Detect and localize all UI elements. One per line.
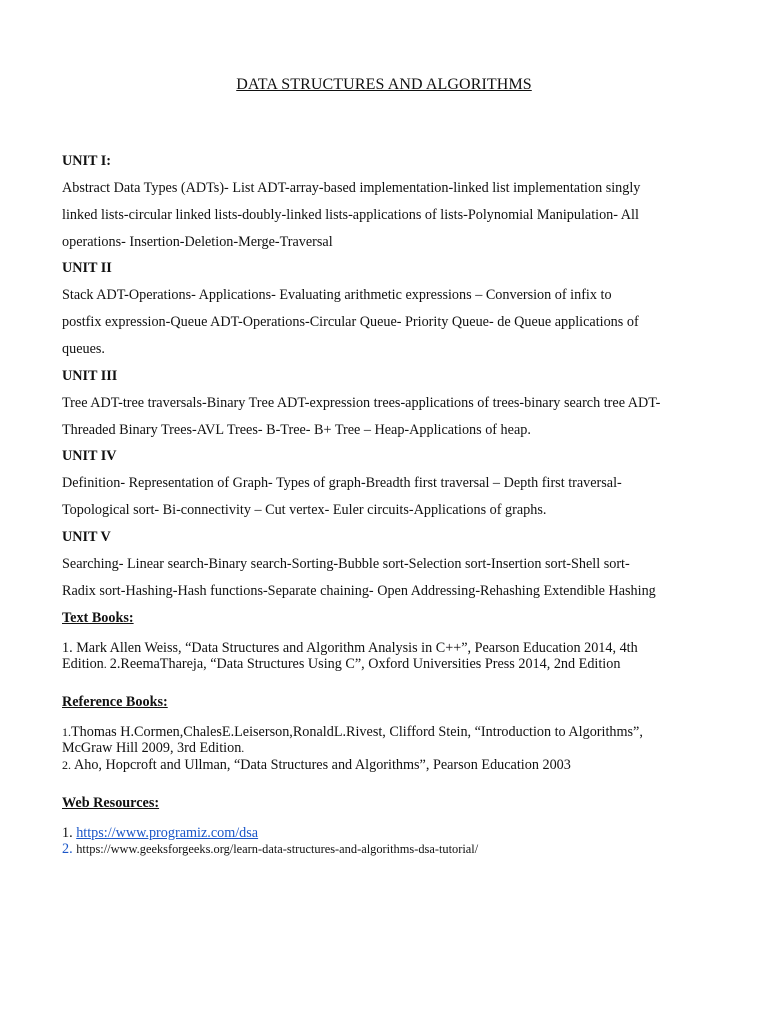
unit-1-heading: UNIT I:: [62, 153, 112, 169]
unit-1-line: operations- Insertion-Deletion-Merge-Traversal: [62, 233, 333, 250]
text-book-entry: 2.ReemaThareja, “Data Structures Using C”, Oxford Universities Press 2014, 2nd Edition: [109, 656, 621, 673]
reference-book-dot: .: [241, 741, 245, 756]
unit-4-line: Definition- Representation of Graph- Types of graph-Breadth first traversal – Depth first traversal-: [62, 475, 622, 492]
web-resource-item: [62, 825, 722, 842]
unit-4-heading: UNIT IV: [62, 448, 117, 465]
web-resource-item: [62, 841, 722, 858]
unit-3-line: Threaded Binary Trees-AVL Trees- B-Tree- B+ Tree – Heap-Applications of heap.: [62, 421, 531, 438]
web-resources-heading: Web Resources:: [62, 794, 160, 811]
unit-2-line: Stack ADT-Operations- Applications- Evaluating arithmetic expressions – Conversion of infix to: [62, 287, 612, 304]
reference-book-entry: McGraw Hill 2009, 3rd Edition: [62, 740, 242, 757]
unit-2-line: queues.: [62, 340, 105, 357]
reference-book-line: [62, 757, 722, 774]
unit-3-heading: UNIT III: [62, 367, 118, 384]
reference-book-entry: Aho, Hopcroft and Ullman, “Data Structures and Algorithms”, Pearson Education 2003: [74, 756, 571, 773]
text-books-list: [62, 640, 722, 673]
text-book-number: 1.: [62, 639, 77, 656]
reference-book-number: 2.: [62, 757, 74, 772]
text-book-line: [62, 640, 722, 657]
unit-5-text: [62, 551, 722, 605]
text-book-entry: Edition: [62, 656, 104, 673]
unit-1-line: Abstract Data Types (ADTs)- List ADT-array-based implementation-linked list implementation singly: [62, 180, 641, 196]
programiz-link[interactable]: https://www.programiz.com/dsa: [76, 824, 259, 841]
text-book-separator: .: [103, 657, 110, 672]
unit-1-text: [62, 175, 722, 255]
syllabus-content: [62, 148, 722, 858]
text-book-line: [62, 656, 722, 673]
web-resources-list: [62, 825, 722, 858]
unit-2-text: [62, 282, 722, 362]
unit-4-text: [62, 470, 722, 524]
reference-book-number: 1.: [62, 724, 71, 739]
unit-1-line: linked lists-circular linked lists-doubly-linked lists-applications of lists-Polynomial Manipulation- All: [62, 206, 639, 223]
unit-2-line: postfix expression-Queue ADT-Operations-Circular Queue- Priority Queue- de Queue applications of: [62, 314, 639, 331]
reference-books-heading: Reference Books:: [62, 693, 168, 710]
page-title: DATA STRUCTURES AND ALGORITHMS: [236, 76, 532, 93]
reference-book-entry: Thomas H.Cormen,ChalesE.Leiserson,RonaldL.Rivest, Clifford Stein, “Introduction to Algorithms”,: [71, 723, 643, 740]
web-resource-number: 1.: [62, 824, 77, 841]
unit-4-line: Topological sort- Bi-connectivity – Cut vertex- Euler circuits-Applications of graphs.: [62, 502, 547, 519]
unit-5-line: Searching- Linear search-Binary search-Sorting-Bubble sort-Selection sort-Insertion sort-Shell sort-: [62, 555, 630, 572]
reference-book-line: [62, 740, 722, 757]
reference-books-list: [62, 724, 722, 774]
unit-5-line: Radix sort-Hashing-Hash functions-Separate chaining- Open Addressing-Rehashing Extendible Hashing: [62, 582, 656, 599]
unit-3-text: [62, 390, 722, 444]
text-books-heading: Text Books:: [62, 609, 134, 626]
web-resource-number: 2.: [62, 841, 73, 858]
geeksforgeeks-url: https://www.geeksforgeeks.org/learn-data-structures-and-algorithms-dsa-tutorial/: [76, 842, 479, 857]
unit-2-heading: UNIT II: [62, 260, 112, 277]
unit-3-line: Tree ADT-tree traversals-Binary Tree ADT-expression trees-applications of trees-binary search tree ADT-: [62, 394, 661, 411]
text-book-entry: Mark Allen Weiss, “Data Structures and Algorithm Analysis in C++”, Pearson Education 2014, 4th: [76, 639, 638, 656]
unit-5-heading: UNIT V: [62, 528, 111, 545]
reference-book-line: [62, 724, 722, 741]
